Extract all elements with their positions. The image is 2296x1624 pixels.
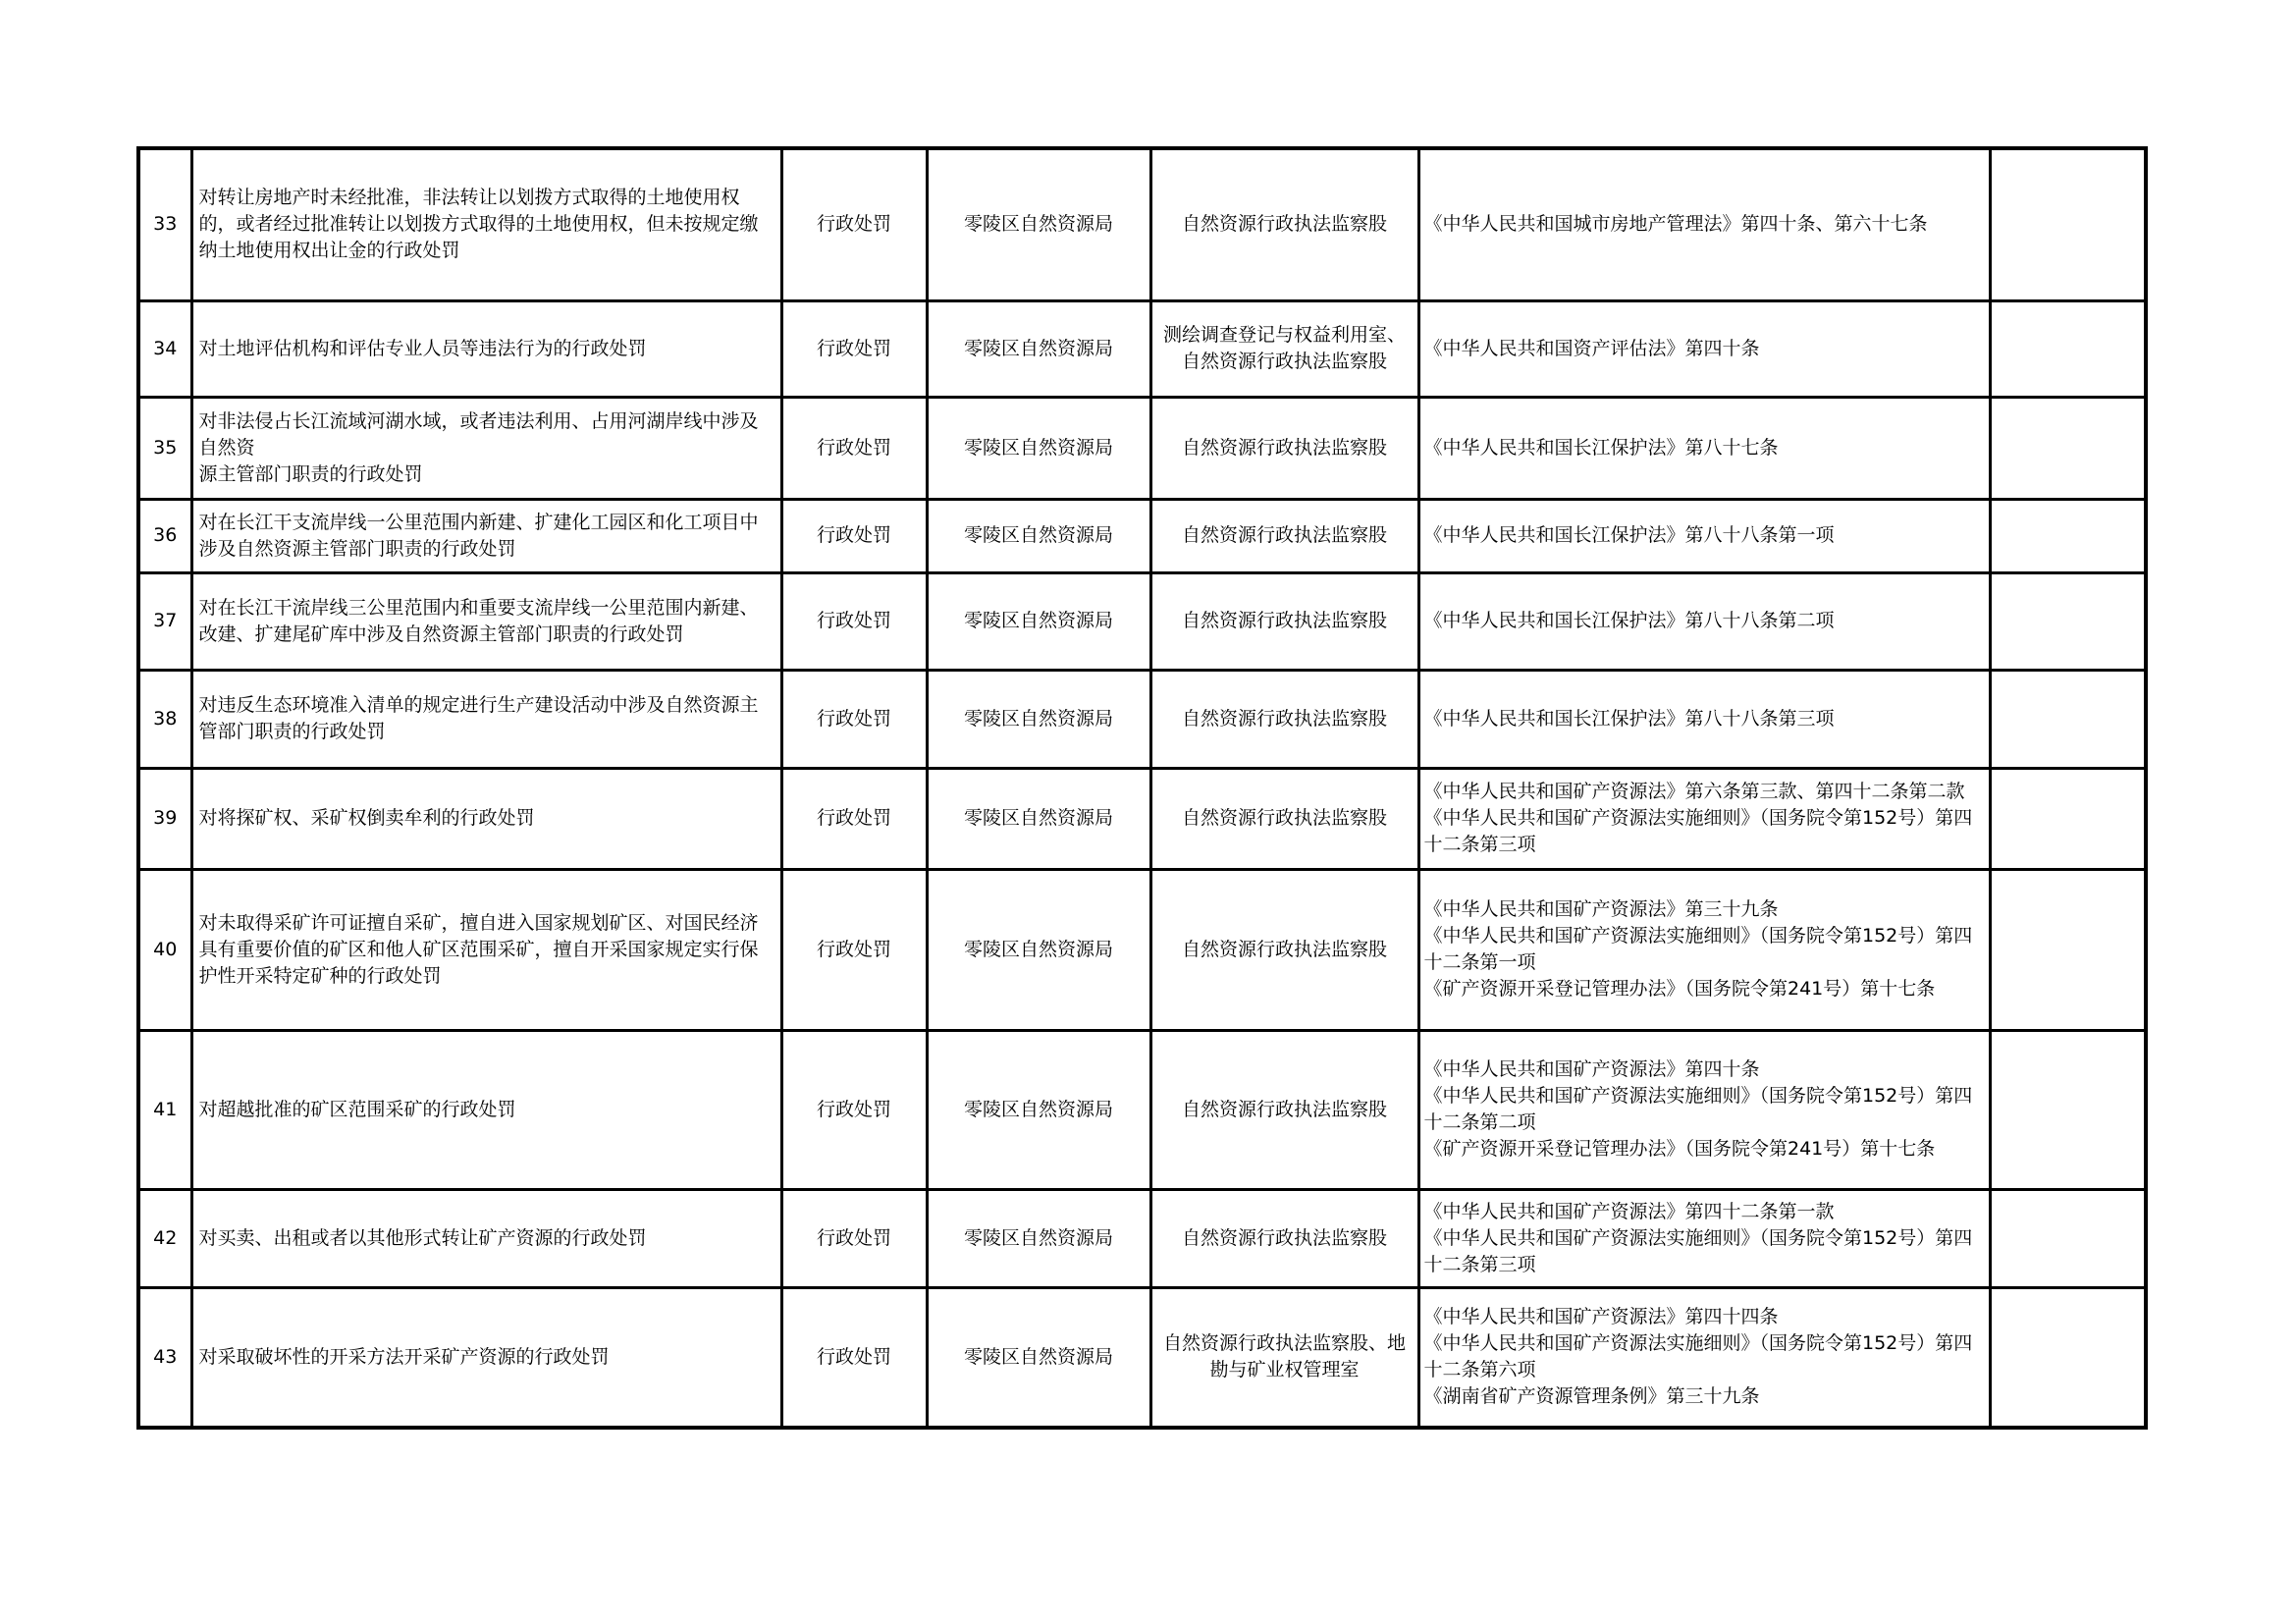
penalty-item [191,1189,781,1287]
remarks [1990,1287,2146,1428]
legal-basis-line: 《中华人民共和国城市房地产管理法》第四十条、第六十七条 [1423,213,1928,236]
remarks [1990,1030,2146,1189]
penalty-type: 行政处罚 [781,768,927,869]
legal-basis-line: 《矿产资源开采登记管理办法》（国务院令第241号）第十七条 [1423,978,1936,1000]
legal-basis-line: 《中华人民共和国矿产资源法》第四十四条 [1423,1306,1779,1328]
legal-basis-line: 《中华人民共和国长江保护法》第八十七条 [1423,436,1779,459]
responsible-department: 自然资源行政执法监察股、地勘与矿业权管理室 [1150,1287,1418,1428]
authority: 零陵区自然资源局 [927,397,1150,499]
penalty-item [191,397,781,499]
penalty-item-text: 对买卖、出租或者以其他形式转让矿产资源的行政处罚 [198,1226,647,1249]
authority: 零陵区自然资源局 [927,1189,1150,1287]
penalty-item-text: 对在长江干支流岸线一公里范围内新建、扩建化工园区和化工项目中涉及自然资源主管部门职责的行政处罚 [198,511,759,560]
row-number: 43 [138,1287,191,1428]
remarks [1990,670,2146,768]
penalty-item [191,1287,781,1428]
penalty-item [191,148,781,300]
legal-basis-line: 《中华人民共和国矿产资源法实施细则》（国务院令第152号）第四十二条第三项 [1423,807,1973,855]
legal-basis-line: 《中华人民共和国资产评估法》第四十条 [1423,337,1760,359]
penalty-item [191,572,781,670]
legal-basis [1418,670,1990,768]
penalty-item [191,499,781,572]
penalty-item-text: 对超越批准的矿区范围采矿的行政处罚 [198,1098,516,1120]
row-number: 40 [138,869,191,1030]
legal-basis-line: 《中华人民共和国矿产资源法》第四十二条第一款 [1423,1200,1835,1222]
penalty-type: 行政处罚 [781,670,927,768]
authority: 零陵区自然资源局 [927,1030,1150,1189]
remarks [1990,768,2146,869]
authority: 零陵区自然资源局 [927,148,1150,300]
responsible-department: 自然资源行政执法监察股 [1150,869,1418,1030]
row-number: 37 [138,572,191,670]
legal-basis-line: 《湖南省矿产资源管理条例》第三十九条 [1423,1385,1760,1408]
responsible-department: 测绘调查登记与权益利用室、自然资源行政执法监察股 [1150,300,1418,397]
row-number: 36 [138,499,191,572]
responsible-department: 自然资源行政执法监察股 [1150,768,1418,869]
row-number: 39 [138,768,191,869]
legal-basis [1418,768,1990,869]
legal-basis-line: 《矿产资源开采登记管理办法》（国务院令第241号）第十七条 [1423,1138,1936,1160]
penalty-type: 行政处罚 [781,397,927,499]
penalty-item-text: 对在长江干流岸线三公里范围内和重要支流岸线一公里范围内新建、改建、扩建尾矿库中涉及自然资源主管部门职责的行政处罚 [198,596,759,645]
legal-basis [1418,1287,1990,1428]
remarks [1990,869,2146,1030]
row-number: 35 [138,397,191,499]
penalty-type: 行政处罚 [781,300,927,397]
authority: 零陵区自然资源局 [927,572,1150,670]
row-number: 42 [138,1189,191,1287]
legal-basis [1418,1189,1990,1287]
responsible-department: 自然资源行政执法监察股 [1150,397,1418,499]
penalty-type: 行政处罚 [781,1189,927,1287]
authority: 零陵区自然资源局 [927,768,1150,869]
table-row [138,670,2146,768]
legal-basis-line: 《中华人民共和国长江保护法》第八十八条第二项 [1423,610,1835,631]
responsible-department: 自然资源行政执法监察股 [1150,670,1418,768]
penalty-item [191,869,781,1030]
table-row [138,768,2146,869]
responsible-department: 自然资源行政执法监察股 [1150,499,1418,572]
legal-basis [1418,572,1990,670]
table-row [138,869,2146,1030]
responsible-department: 自然资源行政执法监察股 [1150,1030,1418,1189]
legal-basis-line: 《中华人民共和国矿产资源法实施细则》（国务院令第152号）第四十二条第六项 [1423,1332,1973,1381]
table-body [138,148,2146,1428]
penalty-item-text: 源主管部门职责的行政处罚 [198,462,423,485]
legal-basis-line: 《中华人民共和国矿产资源法》第三十九条 [1423,898,1779,920]
penalty-item-text: 对未取得采矿许可证擅自采矿，擅自进入国家规划矿区、对国民经济具有重要价值的矿区和他人矿区范围采矿，擅自开采国家规定实行保护性开采特定矿种的行政处罚 [198,911,759,987]
table-row [138,572,2146,670]
penalty-item-text: 对违反生态环境准入清单的规定进行生产建设活动中涉及自然资源主管部门职责的行政处罚 [198,694,759,742]
authority: 零陵区自然资源局 [927,499,1150,572]
table-row [138,397,2146,499]
penalty-type: 行政处罚 [781,1287,927,1428]
legal-basis-line: 《中华人民共和国矿产资源法实施细则》（国务院令第152号）第四十二条第三项 [1423,1226,1973,1275]
legal-basis [1418,869,1990,1030]
row-number: 34 [138,300,191,397]
row-number: 41 [138,1030,191,1189]
remarks [1990,572,2146,670]
penalty-type: 行政处罚 [781,572,927,670]
legal-basis [1418,148,1990,300]
legal-basis [1418,1030,1990,1189]
responsible-department: 自然资源行政执法监察股 [1150,148,1418,300]
remarks [1990,397,2146,499]
legal-basis-line: 《中华人民共和国长江保护法》第八十八条第三项 [1423,707,1835,730]
penalty-type: 行政处罚 [781,869,927,1030]
penalty-item-text: 对土地评估机构和评估专业人员等违法行为的行政处罚 [198,337,647,359]
table-row [138,1189,2146,1287]
legal-basis-line: 《中华人民共和国矿产资源法》第六条第三款、第四十二条第二款 [1423,781,1965,802]
row-number: 38 [138,670,191,768]
table-row [138,1287,2146,1428]
authority: 零陵区自然资源局 [927,869,1150,1030]
authority: 零陵区自然资源局 [927,300,1150,397]
penalty-item [191,1030,781,1189]
responsible-department: 自然资源行政执法监察股 [1150,1189,1418,1287]
penalty-item [191,768,781,869]
remarks [1990,1189,2146,1287]
penalty-type: 行政处罚 [781,499,927,572]
penalty-type: 行政处罚 [781,148,927,300]
penalty-type: 行政处罚 [781,1030,927,1189]
legal-basis [1418,499,1990,572]
penalty-item [191,670,781,768]
table-row [138,148,2146,300]
legal-basis [1418,397,1990,499]
authority: 零陵区自然资源局 [927,670,1150,768]
table-row [138,499,2146,572]
row-number: 33 [138,148,191,300]
legal-basis-line: 《中华人民共和国矿产资源法实施细则》（国务院令第152号）第四十二条第一项 [1423,925,1973,973]
penalty-item [191,300,781,397]
table-row [138,1030,2146,1189]
legal-basis-line: 《中华人民共和国矿产资源法》第四十条 [1423,1058,1760,1080]
penalty-item-text: 对非法侵占长江流域河湖水域，或者违法利用、占用河湖岸线中涉及自然资 [198,409,759,459]
remarks [1990,499,2146,572]
responsible-department: 自然资源行政执法监察股 [1150,572,1418,670]
authority: 零陵区自然资源局 [927,1287,1150,1428]
legal-basis-line: 《中华人民共和国矿产资源法实施细则》（国务院令第152号）第四十二条第二项 [1423,1085,1973,1133]
penalty-item-text: 对采取破坏性的开采方法开采矿产资源的行政处罚 [198,1345,610,1368]
legal-basis [1418,300,1990,397]
table-row [138,300,2146,397]
remarks [1990,300,2146,397]
penalty-item-text: 对将探矿权、采矿权倒卖牟利的行政处罚 [198,807,535,829]
legal-basis-line: 《中华人民共和国长江保护法》第八十八条第一项 [1423,524,1835,546]
remarks [1990,148,2146,300]
penalty-item-text: 对转让房地产时未经批准，非法转让以划拨方式取得的土地使用权的，或者经过批准转让以划拨方式取得的土地使用权，但未按规定缴纳土地使用权出让金的行政处罚 [198,187,759,262]
penalty-table [136,146,2148,1430]
